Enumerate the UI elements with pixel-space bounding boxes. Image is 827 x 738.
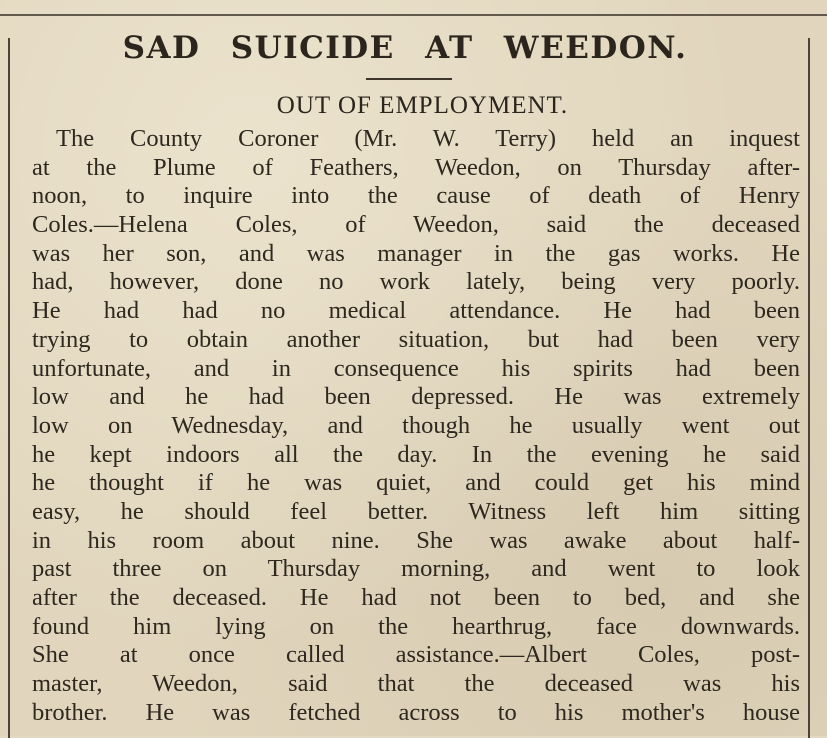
article-line: low and he had been depressed. He was extremely: [32, 383, 800, 411]
article-line: He had had no medical attendance. He had been: [32, 297, 800, 325]
article-line: brother. He was fetched across to his mother's house: [32, 698, 800, 726]
article-line: She at once called assistance.—Albert Coles, post-: [32, 641, 800, 669]
column-border-left: [8, 38, 10, 738]
article-line: after the deceased. He had not been to bed, and she: [32, 584, 800, 611]
article-line: past three on Thursday morning, and went to look: [32, 555, 800, 583]
article-headline: SAD SUICIDE AT WEEDON.: [122, 30, 688, 66]
article-line: in his room about nine. She was awake about half-: [32, 526, 800, 554]
article-line: The County Coroner (Mr. W. Terry) held an inquest: [56, 125, 800, 152]
article-line: had, however, done no work lately, being very poorly.: [32, 268, 800, 296]
article-line: Coles.—Helena Coles, of Weedon, said the deceased: [32, 211, 800, 239]
article-line: at the Plume of Feathers, Weedon, on Thursday after-: [32, 153, 800, 181]
article-line: found him lying on the hearthrug, face downwards.: [32, 612, 800, 640]
article-line: low on Wednesday, and though he usually went out: [32, 411, 800, 439]
headline-divider: [366, 78, 452, 80]
article-subheadline: OUT OF EMPLOYMENT.: [276, 92, 569, 119]
article-line: unfortunate, and in consequence his spirits had been: [32, 354, 800, 382]
article-line: he kept indoors all the day. In the evening he said: [32, 440, 800, 468]
article-line: trying to obtain another situation, but had been very: [32, 325, 800, 353]
article-line: noon, to inquire into the cause of death of Henry: [32, 182, 800, 210]
article-line: master, Weedon, said that the deceased was his: [32, 670, 800, 698]
top-rule: [0, 14, 827, 16]
article-line: easy, he should feel better. Witness left him sitting: [32, 497, 800, 525]
article-body: [32, 125, 800, 727]
column-border-right: [808, 38, 810, 738]
article-line: he thought if he was quiet, and could get his mind: [32, 469, 800, 497]
article-line: was her son, and was manager in the gas works. He: [32, 239, 800, 267]
